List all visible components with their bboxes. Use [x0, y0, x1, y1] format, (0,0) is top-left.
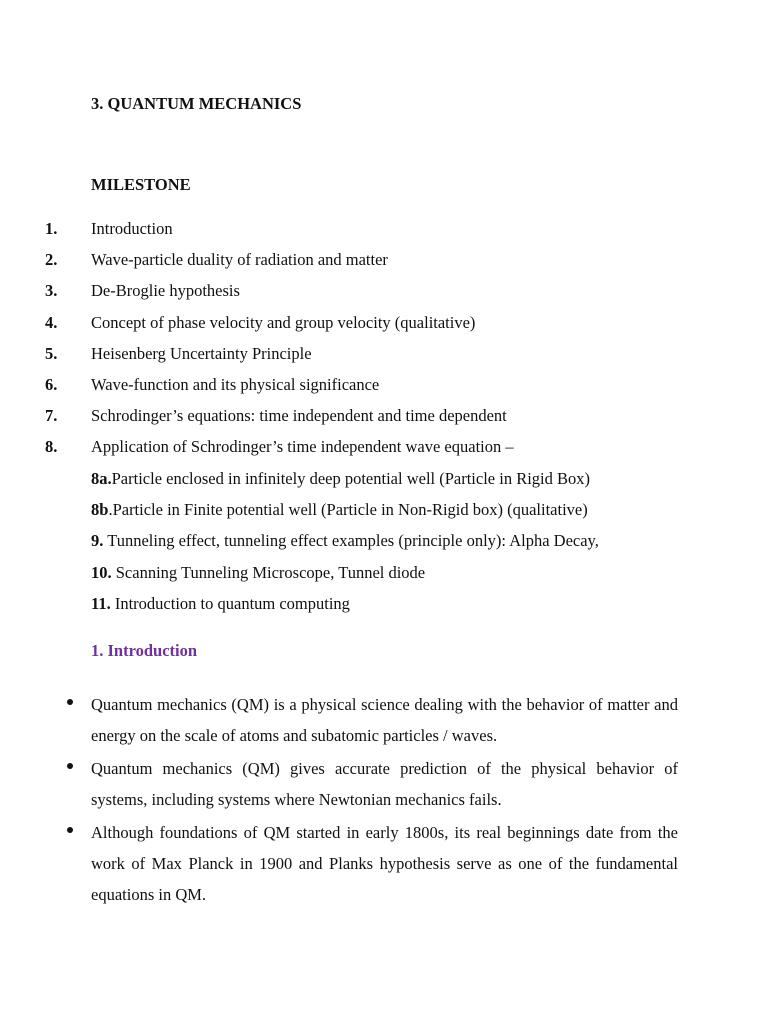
sub-list-item — [91, 594, 599, 625]
sub-item-number: 10. — [91, 562, 112, 582]
sub-item-text: Scanning Tunneling Microscope, Tunnel diode — [111, 562, 426, 582]
section-heading: 1. Introduction — [91, 641, 198, 660]
bullet-item — [0, 689, 768, 751]
list-item — [0, 313, 768, 344]
list-item — [0, 437, 768, 468]
sub-item-text: Introduction to quantum computing — [110, 593, 350, 613]
bullet-text: Quantum mechanics (QM) is a physical science dealing with the behavior of matter and energy on the scale of atoms and subatomic particles / waves. — [91, 695, 678, 746]
list-item — [0, 250, 768, 281]
list-item-number: 1. — [45, 219, 58, 238]
list-item-text: Concept of phase velocity and group velocity (qualitative) — [91, 312, 476, 332]
sub-list-item — [91, 563, 599, 594]
bullet-icon — [67, 827, 73, 833]
bullet-icon — [67, 699, 73, 705]
sub-item-number: 8b — [91, 500, 109, 520]
chapter-title: 3. QUANTUM MECHANICS — [91, 94, 302, 113]
bullet-item — [0, 817, 768, 911]
list-item-text: Introduction — [91, 219, 173, 238]
milestone-title: MILESTONE — [91, 175, 191, 194]
sub-item-number: 9. — [91, 531, 104, 551]
sub-item-number: 11. — [91, 593, 111, 613]
list-item-number: 7. — [45, 406, 58, 426]
sub-item-text: .Particle in Finite potential well (Particle in Non-Rigid box) (qualitative) — [108, 500, 588, 520]
list-item-number: 6. — [45, 374, 58, 394]
list-item — [0, 406, 768, 437]
list-item-text: Heisenberg Uncertainty Principle — [91, 343, 312, 363]
list-item-number: 3. — [45, 281, 58, 301]
list-item-number: 5. — [45, 343, 58, 363]
list-item — [0, 375, 768, 406]
bullet-text: Although foundations of QM started in early 1800s, its real beginnings date from the work of Max Planck in 1900 and Planks hypothesis serve as one of the fundamental equations in QM. — [91, 822, 678, 905]
list-item-number: 8. — [45, 437, 58, 457]
list-item-text: Application of Schrodinger’s time independent wave equation – — [91, 437, 514, 457]
sub-item-number: 8a. — [91, 469, 112, 488]
bullet-icon — [67, 763, 73, 769]
list-item-text: Wave-particle duality of radiation and matter — [91, 250, 388, 270]
list-item-text: Schrodinger’s equations: time independent and time dependent — [91, 406, 507, 426]
list-item — [0, 281, 768, 312]
bullet-text: Quantum mechanics (QM) gives accurate prediction of the physical behavior of systems, including systems where Newtonian mechanics fails. — [91, 758, 678, 810]
sub-list-item — [91, 500, 599, 531]
sub-item-list — [91, 469, 599, 625]
list-item — [0, 219, 768, 250]
list-item-number: 2. — [45, 250, 58, 270]
sub-list-item — [91, 531, 599, 562]
sub-item-text: Particle enclosed in infinitely deep potential well (Particle in Rigid Box) — [111, 469, 591, 488]
list-item-text: De-Broglie hypothesis — [91, 281, 240, 301]
list-item-number: 4. — [45, 312, 58, 332]
list-item — [0, 344, 768, 375]
sub-list-item — [91, 469, 599, 500]
sub-item-text: Tunneling effect, tunneling effect examples (principle only): Alpha Decay, — [103, 531, 599, 551]
milestone-list — [0, 219, 768, 469]
bullet-list — [0, 689, 768, 912]
list-item-text: Wave-function and its physical significance — [91, 374, 380, 394]
bullet-item — [0, 753, 768, 815]
